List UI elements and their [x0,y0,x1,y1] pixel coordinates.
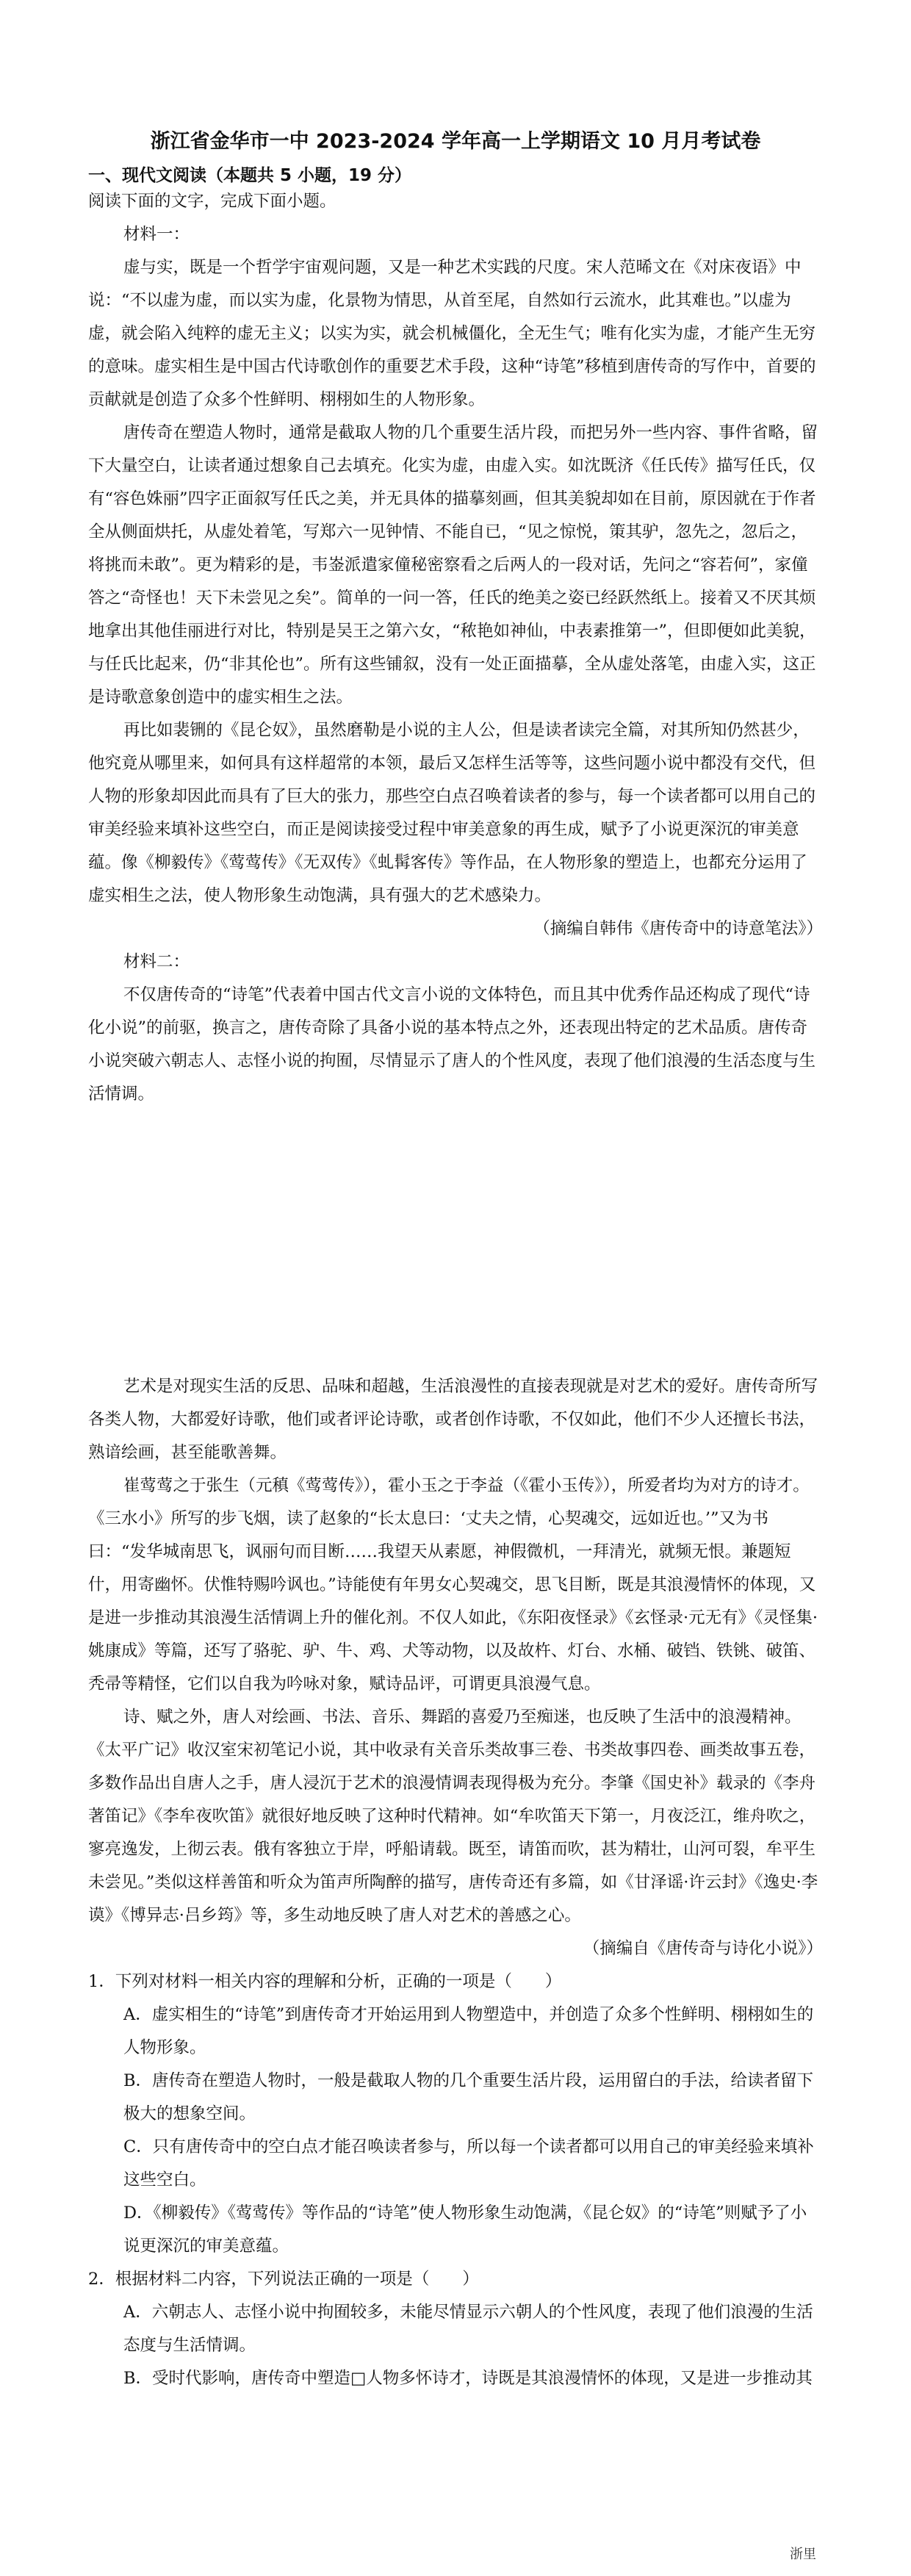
paragraph: 虚与实，既是一个哲学宇宙观问题，又是一种艺术实践的尺度。宋人范晞文在《对床夜语》中说：“不以虚为虚，而以实为虚，化景物为情思，从首至尾，自然如行云流水，此其难也。”以虚为虚，就会陷入纯粹的虚无主义；以实为实，就会机械僵化，全无生气；唯有化实为虚，才能产生无穷的意味。虚实相生是中国古代诗歌创作的重要艺术手段，这种“诗笔”移植到唐传奇的写作中，首要的贡献就是创造了众多个性鲜明、栩栩如生的人物形象。 [88,258,816,409]
option-b: B．唐传奇在塑造人物时，一般是截取人物的几个重要生活片段，运用留白的手法，给读者留下极大的想象空间。 [123,2071,814,2123]
paragraph: 艺术是对现实生活的反思、品味和超越，生活浪漫性的直接表现就是对艺术的爱好。唐传奇所写各类人物，大都爱好诗歌，他们或者评论诗歌，或者创作诗歌，不仅如此，他们不少人还擅长书法，熟谙绘画，甚至能歌善舞。 [88,1377,818,1462]
question-2-stem: 2．根据材料二内容，下列说法正确的一项是（ ） [88,2270,479,2289]
reading-material-block [88,185,823,1111]
material-one-label: 材料一： [123,225,190,244]
page-footer-mark: 浙里 [790,2547,816,2562]
instructions: 阅读下面的文字，完成下面小题。 [88,192,336,211]
paragraph: 唐传奇在塑造人物时，通常是截取人物的几个重要生活片段，而把另外一些内容、事件省略，留下大量空白，让读者通过想象自己去填充。化实为虚，由虚入实。如沈既济《任氏传》描写任氏，仅有“容色姝丽”四字正面叙写任氏之美，并无具体的描摹刻画，但其美貌却如在目前，原因就在于作者全从侧面烘托，从虚处着笔，写郑六一见钟情、不能自已，“见之惊悦，策其驴，忽先之，忽后之，将挑而未敢”。更为精彩的是，韦崟派遣家僮秘密察看之后两人的一段对话，先问之“容若何”，家僮答之“奇怪也！天下未尝见之矣”。简单的一问一答，任氏的绝美之姿已经跃然纸上。接着又不厌其烦地拿出其他佳丽进行对比，特别是吴王之第六女，“秾艳如神仙，中表素推第一”，但即便如此美貌，与任氏比起来，仍“非其伦也”。所有这些铺叙，没有一处正面描摹，全从虚处落笔，由虚入实，这正是诗歌意象创造中的虚实相生之法。 [88,423,818,707]
reading-material-continued [88,1370,823,2395]
option-a: A．六朝志人、志怪小说中拘囿较多，未能尽情显示六朝人的个性风度，表现了他们浪漫的生活态度与生活情调。 [123,2303,813,2355]
paragraph: 不仅唐传奇的“诗笔”代表着中国古代文言小说的文体特色，而且其中优秀作品还构成了现代“诗化小说”的前驱，换言之，唐传奇除了具备小说的基本特点之外，还表现出特定的艺术品质。唐传奇小说突破六朝志人、志怪小说的拘囿，尽情显示了唐人的个性风度，表现了他们浪漫的生活态度与生活情调。 [88,985,816,1104]
option-a: A．虚实相生的“诗笔”到唐传奇才开始运用到人物塑造中，并创造了众多个性鲜明、栩栩如生的人物形象。 [123,2005,814,2057]
material-two-label: 材料二： [123,952,190,971]
paragraph: 再比如裴铏的《昆仑奴》，虽然磨勒是小说的主人公，但是读者读完全篇，对其所知仍然甚少，他究竟从哪里来，如何具有这样超常的本领，最后又怎样生活等等，这些问题小说中都没有交代，但人物的形象却因此而具有了巨大的张力，那些空白点召唤着读者的参与，每一个读者都可以用自己的审美经验来填补这些空白，而正是阅读接受过程中审美意象的再生成，赋予了小说更深沉的审美意蕴。像《柳毅传》《莺莺传》《无双传》《虬髯客传》等作品，在人物形象的塑造上，也都充分运用了虚实相生之法，使人物形象生动饱满，具有强大的艺术感染力。 [88,721,816,905]
paragraph: 诗、赋之外，唐人对绘画、书法、音乐、舞蹈的喜爱乃至痴迷，也反映了生活中的浪漫精神。《太平广记》收汉室宋初笔记小说，其中收录有关音乐类故事三卷、书类故事四卷、画类故事五卷，多数作品出自唐人之手，唐人浸沉于艺术的浪漫情调表现得极为充分。李肇《国史补》载录的《李舟著笛记》《李牟夜吹笛》就很好地反映了这种时代精神。如“牟吹笛天下第一，月夜泛江，维舟吹之，寥亮逸发，上彻云表。俄有客独立于岸，呼船请载。既至，请笛而吹，甚为精壮，山河可裂，牟平生未尝见。”类似这样善笛和听众为笛声所陶醉的描写，唐传奇还有多篇，如《甘泽谣·许云封》《逸史·李谟》《博异志·吕乡筠》等，多生动地反映了唐人对艺术的善感之心。 [88,1708,818,1925]
page-title: 浙江省金华市一中 2023-2024 学年高一上学期语文 10 月月考试卷 [150,130,761,153]
section-heading: 一、现代文阅读（本题共 5 小题，19 分） [88,166,412,185]
option-b: B．受时代影响，唐传奇中塑造□人物多怀诗才，诗既是其浪漫情怀的体现，又是进一步推动其 [123,2369,813,2388]
source-citation: （摘编自韩伟《唐传奇中的诗意笔法》） [533,919,823,938]
option-d: D．《柳毅传》《莺莺传》等作品的“诗笔”使人物形象生动饱满，《昆仑奴》的“诗笔”则赋予了小说更深沉的审美意蕴。 [123,2203,807,2256]
source-citation: （摘编自《唐传奇与诗化小说》） [583,1939,823,1958]
paragraph: 崔莺莺之于张生（元稹《莺莺传》），霍小玉之于李益（《霍小玉传》），所爱者均为对方的诗才。《三水小》所写的步飞烟，读了赵象的“长太息曰：‘丈夫之情，心契魂交，远如近也。’”又为书曰：“发华城南思飞，讽丽句而目断……我望天从素愿，神假微机，一拜清光，就频无恨。兼题短什，用寄幽怀。伏惟特赐吟讽也。”诗能使有年男女心契魂交，思飞目断，既是其浪漫情怀的体现，又是进一步推动其浪漫生活情调上升的催化剂。不仅人如此，《东阳夜怪录》《玄怪录·元无有》《灵怪集·姚康成》等篇，还写了骆驼、驴、牛、鸡、犬等动物，以及故杵、灯台、水桶、破铛、铁铫、破笛、秃帚等精怪，它们以自我为吟咏对象，赋诗品评，可谓更具浪漫气息。 [88,1476,818,1694]
option-c: C．只有唐传奇中的空白点才能召唤读者参与，所以每一个读者都可以用自己的审美经验来填补这些空白。 [123,2137,814,2190]
question-1-stem: 1．下列对材料一相关内容的理解和分析，正确的一项是（ ） [88,1972,562,1991]
